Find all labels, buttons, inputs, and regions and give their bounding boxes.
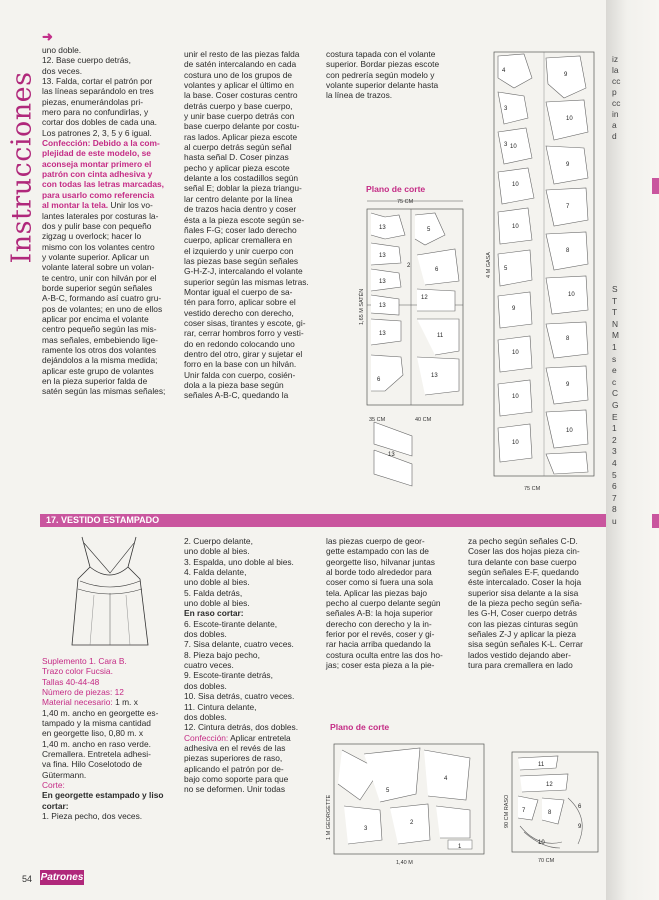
text-line: rar hacia arriba quedando la: [326, 639, 431, 650]
text-line: para usarlo como referencia: [42, 189, 155, 200]
text-line: lados vestido dejando aber-: [468, 649, 571, 660]
text-line: dos dobles.: [184, 629, 227, 640]
text-line: dola a la pieza base según: [184, 380, 284, 390]
text-line: 4. Falda delante,: [184, 567, 247, 578]
cutting-plan-satin-extra: [368, 416, 418, 496]
next-page-text: d: [612, 131, 617, 141]
text-line: borde superior según señales: [42, 282, 153, 293]
text-line: 7. Sisa delante, cuatro veces.: [184, 639, 294, 650]
piece-number: 4: [502, 68, 506, 74]
text-line: superior según las mismas letras.: [184, 276, 309, 287]
plano2-side-label: 4 M GASA: [486, 252, 492, 278]
dress-illustration: [62, 533, 158, 651]
piece-number: 7: [566, 204, 570, 210]
plano1-bottom-right: 40 CM: [415, 417, 432, 423]
text-line: no se deformen. Unir todas: [184, 784, 286, 795]
continue-arrow-icon: ➜: [42, 29, 53, 44]
text-line: 3. Espalda, uno doble al bies.: [184, 556, 294, 567]
next-page-text: 1: [612, 342, 617, 352]
text-line: pos de volantes; en uno de ellos: [42, 303, 163, 314]
cutting-plan-gasa: [484, 48, 604, 496]
next-page-text: 2: [612, 434, 617, 445]
text-line: Confección: Debido a la com-: [42, 138, 160, 149]
text-line: 6. Escote-tirante delante,: [184, 618, 278, 629]
text-line: dos dobles.: [184, 711, 227, 722]
corte-label: Corte:: [42, 780, 65, 791]
next-page-text: p: [612, 87, 617, 97]
instructions-column-2: [184, 49, 320, 401]
text-line: tura para cremallera en lado: [468, 660, 573, 671]
next-page-text: a: [612, 120, 617, 130]
text-line: derecho con derecho y la in-: [326, 618, 432, 629]
text-line: adhesiva en el revés de las: [184, 742, 286, 753]
next-page-text: 7: [612, 492, 617, 503]
piece-number: 10: [566, 116, 573, 122]
text-line: bajo como soporte para que: [184, 773, 289, 784]
page-number: 54: [22, 874, 33, 884]
next-page-text: 6: [612, 481, 617, 492]
text-line: según señales E-F, quedando: [468, 567, 579, 578]
text-line: Trazo color Fucsia.: [42, 666, 113, 677]
piece-number: 10: [512, 440, 519, 446]
piece-number: 8: [548, 810, 552, 816]
plano3-side-label: 1 M GEORGETTE: [326, 794, 332, 840]
magazine-logo: Patrones: [40, 872, 84, 883]
plano-title-3: Plano de corte: [330, 722, 390, 732]
text-line: ras lados. Aplicar pieza escote: [184, 131, 298, 142]
text-line: cuerpo, aplicar cremallera en: [184, 235, 292, 246]
text-line: tela. Aplicar las piezas bajo: [326, 587, 428, 598]
text-line: piezas, enumerándolas pri-: [42, 96, 144, 107]
section17-column-3: [326, 536, 458, 670]
text-line: lar centro delante por la línea: [184, 193, 293, 204]
text-line: de la pieza pecho según seña-: [468, 598, 583, 609]
piece-number: 13: [379, 279, 386, 285]
text-line: mismo con los volantes centro: [42, 241, 155, 252]
text-line: patrón con cinta adhesiva y: [42, 169, 153, 180]
next-page-text: G: [612, 400, 619, 410]
piece-number: 13: [379, 331, 386, 337]
material-label: Material necesario:: [42, 697, 113, 708]
text-line: En georgette estampado y liso: [42, 790, 164, 801]
text-line: G-H-Z-J, intercalando el volante: [184, 266, 303, 277]
plano1-bottom-left: 35 CM: [369, 417, 386, 423]
text-line: dos veces.: [42, 65, 83, 76]
text-line: Tallas 40-44-48: [42, 676, 100, 687]
text-line: 13. Falda, cortar el patrón por: [42, 76, 153, 87]
text-line: coser sisas, tirantes y escote, gi-: [184, 317, 306, 328]
next-page-text: s: [612, 353, 617, 364]
text-line: aplicar este grupo de volantes: [42, 365, 154, 376]
text-line: Cremallera. Entretela adhesi-: [42, 749, 151, 760]
text-line: zigzag u overlock; hacer lo: [42, 231, 142, 242]
pattern-piece: [498, 92, 528, 124]
piece-number: 10: [510, 144, 517, 150]
text-line: volantes y aplicar el último en: [184, 80, 294, 91]
piece-number: 13: [379, 225, 386, 231]
next-page-text: S: [612, 284, 618, 294]
text-line: las líneas separándolo en tres: [42, 86, 154, 97]
text-line: superior sisa delante a la sisa: [468, 587, 579, 598]
piece-number: 4: [444, 776, 448, 782]
plano3-bottom: 1,40 M: [396, 860, 413, 866]
next-page-text: cc: [612, 76, 621, 86]
text-line: pecho y aplicar pieza escote: [184, 162, 290, 173]
piece-number: 9: [578, 824, 582, 830]
text-line: señales Z-J y aplicar la pieza: [468, 629, 576, 640]
piece-number: 13: [379, 253, 386, 259]
text-line: con pedrería según modelo y: [326, 69, 435, 80]
text-line: uno doble al bies.: [184, 546, 250, 557]
next-page-text: 5: [612, 469, 617, 480]
text-line: la base. Coser costuras centro: [184, 90, 298, 101]
text-line: lantes laterales por costuras la-: [42, 210, 159, 221]
section17-column-1: [42, 656, 176, 822]
confeccion-label: Confección:: [184, 732, 229, 743]
text-line: les G-H, Coser cuerpo detrás: [468, 608, 577, 619]
extra-piece-number: 13: [388, 452, 395, 458]
text-line: volante lateral sobre un volan-: [42, 262, 155, 273]
piece-number: 13: [431, 373, 438, 379]
text-line: dejándolos a la misma medida;: [42, 355, 158, 366]
text-line: en la pieza superior falda de: [42, 376, 148, 386]
text-line: Coser las dos hojas pieza cin-: [468, 546, 580, 557]
piece-number: 10: [512, 182, 519, 188]
text-line: uno doble al bies.: [184, 577, 250, 588]
text-line: 12. Base cuerpo detrás,: [42, 55, 131, 66]
text-line: cortar:: [42, 800, 69, 811]
text-line: al cuerpo detrás según señal: [184, 142, 292, 153]
body-text: Aplicar entretela: [228, 732, 291, 743]
text-line: tampado y la misma cantidad: [42, 718, 151, 729]
text-line: unir el resto de las piezas falda: [184, 49, 300, 59]
text-line: hasta señal D. Coser pinzas: [184, 152, 289, 163]
piece-number: 2: [407, 263, 411, 269]
next-page-text: N: [612, 318, 619, 329]
text-line: de trazos hacia dentro y coser: [184, 204, 297, 215]
section17-column-2: [184, 536, 318, 795]
text-line: pecho al cuerpo delante según: [326, 598, 441, 609]
text-line: al borde todo alrededor para: [326, 567, 432, 578]
next-page-text: C: [612, 388, 619, 399]
plano4-bottom: 70 CM: [538, 858, 555, 864]
text-line: en georgette liso, 0,80 m. x: [42, 728, 144, 739]
next-page-text: T: [612, 307, 618, 318]
text-line: tén para forro, aplicar sobre el: [184, 297, 296, 308]
text-line: 8. Pieza bajo pecho,: [184, 649, 260, 660]
section17-column-4: [468, 536, 604, 670]
text-line: y volante superior. Aplicar un: [42, 251, 150, 262]
text-line: tura delante con base cuerpo: [468, 556, 577, 567]
text-line: 9. Escote-tirante detrás,: [184, 670, 273, 681]
text-line: georgette liso, hilvanar juntas: [326, 556, 435, 567]
text-line: aplicar por encima el volante: [42, 313, 149, 324]
piece-number: 3: [364, 826, 368, 832]
text-line: señal E; doblar la pieza triangu-: [184, 183, 302, 194]
piece-number: 9: [566, 382, 570, 388]
piece-number: 11: [437, 333, 444, 339]
text-line: volante superior delante hasta: [326, 80, 439, 91]
text-line: señales A-B-C, quedando la: [184, 390, 289, 401]
text-line: Número de piezas: 12: [42, 687, 124, 698]
text-line: delante a los costadillos según: [184, 173, 299, 184]
next-page-text: u: [612, 516, 617, 526]
piece-number: 10: [512, 350, 519, 356]
piece-number: 6: [435, 267, 439, 273]
section-banner: 17. VESTIDO ESTAMPADO: [40, 514, 606, 527]
text-line: aplicando el patrón por de-: [184, 763, 284, 774]
text-line: con todas las letras marcadas,: [42, 179, 164, 190]
text-line: el izquierdo y unir cuerpo con: [184, 245, 294, 256]
piece-number: 7: [522, 808, 526, 814]
piece-number: 5: [504, 266, 508, 272]
text-line: con las piezas cinturas según: [468, 618, 578, 629]
text-line: éste intercalado. Coser la hoja: [468, 577, 582, 588]
text-line: 10. Sisa detrás, cuatro veces.: [184, 691, 295, 702]
piece-number: 9: [564, 72, 568, 78]
text-line: Montar igual el cuerpo de sa-: [184, 286, 293, 297]
text-line: aconseja montar primero el: [42, 158, 152, 169]
text-line: Los patrones 2, 3, 5 y 6 igual.: [42, 127, 152, 138]
next-page-text: la: [612, 65, 619, 75]
next-page-text: cc: [612, 98, 621, 108]
text-line: gette estampado con las de: [326, 546, 429, 557]
text-line: ésta a la pieza escote según se-: [184, 214, 305, 225]
text-line: ramente los otros dos volantes: [42, 344, 157, 355]
text-line: base cuerpo delante por costu-: [184, 121, 300, 132]
text-line: satén según las mismas señales;: [42, 386, 166, 397]
cutting-plan-satin: [355, 195, 477, 435]
material-text: 1 m. x: [112, 697, 138, 708]
text-line: superior. Bordar piezas escote: [326, 59, 440, 70]
text-line: las piezas cuerpo de geor-: [326, 536, 425, 546]
piece-number: 10: [566, 428, 573, 434]
text-line: plejidad de este modelo, se: [42, 148, 151, 159]
plano-title-1: Plano de corte: [366, 184, 426, 194]
instructions-column-3: [326, 49, 476, 101]
text-line: señales A-B: la hoja superior: [326, 608, 433, 619]
text-line: va fina. Hilo Coselotodo de: [42, 759, 143, 770]
text-line: cuatro veces.: [184, 660, 234, 671]
side-title: Instrucciones: [6, 71, 38, 264]
piece-number: 5: [427, 227, 431, 233]
text-line: za pecho según señales C-D.: [468, 536, 578, 546]
plano1-top-width: 75 CM: [397, 199, 414, 205]
next-page-text: 4: [612, 458, 617, 468]
text-line: Suplemento 1. Cara B.: [42, 656, 127, 666]
next-page-text: in: [612, 109, 619, 119]
text-line: cortar dos dobles de cada una.: [42, 117, 158, 128]
next-page-text: T: [612, 295, 618, 306]
plano4-side-label: 90 CM RASO: [504, 794, 510, 828]
piece-number: 8: [566, 336, 570, 342]
text-line: 11. Cintura delante,: [184, 701, 257, 712]
text-line: A-B-C, formando así cuatro gru-: [42, 293, 162, 304]
text-line: vestido derecho con derecho,: [184, 307, 294, 318]
text-line: ferior por el revés, coser y gi-: [326, 629, 435, 640]
text-line: costura uno de los grupos de: [184, 69, 293, 80]
next-page-text: iz: [612, 54, 619, 64]
piece-number: 10: [538, 840, 545, 846]
text-line: 1,40 m. ancho en georgette es-: [42, 707, 159, 718]
piece-number: 5: [386, 788, 390, 794]
text-line: 12. Cintura detrás, dos dobles.: [184, 722, 299, 733]
piece-number: 6: [578, 804, 582, 810]
text-line: mas señales, embebiendo lige-: [42, 334, 158, 345]
piece-number: 6: [377, 377, 381, 383]
next-page-text: 8: [612, 504, 617, 515]
next-page-text: e: [612, 365, 617, 376]
text-line: detrás cuerpo y base cuerpo,: [184, 100, 293, 111]
text-line: 1,40 m. ancho en raso verde.: [42, 738, 151, 749]
raso-label: En raso cortar:: [184, 608, 244, 619]
text-line: uno doble.: [42, 45, 82, 55]
piece-number: 12: [546, 782, 553, 788]
next-page-text: M: [612, 330, 619, 341]
piece-number: 3: [504, 106, 508, 112]
piece-number: 10: [568, 292, 575, 298]
piece-number: 10: [512, 224, 519, 230]
piece-number: 13: [379, 303, 386, 309]
next-page-text: E: [612, 411, 618, 422]
piece-number: 9: [566, 162, 570, 168]
text-line: centro pequeño según las mis-: [42, 324, 157, 335]
emphasis-text: al montar la tela.: [42, 200, 109, 211]
text-line: sisa según señales K-L. Cerrar: [468, 639, 583, 650]
text-line: 2. Cuerpo delante,: [184, 536, 253, 546]
piece-number: 2: [410, 820, 414, 826]
body-text: Unir los vo-: [108, 200, 153, 211]
text-line: dos dobles.: [184, 680, 227, 691]
text-line: dentro del otro, girar y sujetar el: [184, 348, 303, 359]
plano2-bottom-width: 75 CM: [524, 486, 541, 492]
text-line: costura oculta entre las dos ho-: [326, 649, 443, 660]
text-line: dos y pulir base con pequeño: [42, 220, 152, 231]
pattern-piece: [546, 276, 588, 314]
text-line: coser como si fuera una sola: [326, 577, 434, 588]
text-line: costura tapada con el volante: [326, 49, 436, 59]
text-line: de satén intercalando en cada: [184, 59, 297, 70]
next-page-text: 3: [612, 446, 617, 457]
next-page-banner: [652, 514, 659, 528]
pattern-piece: [546, 452, 588, 474]
piece-number: 9: [512, 306, 516, 312]
text-line: las piezas base según señales: [184, 255, 299, 266]
text-line: uno doble al bies.: [184, 598, 250, 609]
next-page-text: c: [612, 376, 617, 387]
text-line: jas; coser esta pieza a la pie-: [326, 660, 435, 671]
instructions-column-1: [42, 45, 174, 397]
next-page-text: 1: [612, 423, 617, 434]
piece-number: 8: [566, 248, 570, 254]
plano1-side-label: 1,65 M SATÉN: [359, 288, 365, 325]
text-line: la línea de trazos.: [326, 90, 393, 101]
piece-number: 1: [458, 844, 462, 850]
next-page-marker: [652, 178, 659, 194]
text-line: te centro, unir con hilván por el: [42, 272, 157, 283]
text-line: 5. Falda detrás,: [184, 587, 243, 598]
text-line: mero para no confundirlas, y: [42, 107, 149, 118]
text-line: do en redondo colocando uno: [184, 338, 295, 349]
text-line: forro en la base con un hilván.: [184, 359, 297, 370]
text-line: ñales F-G; coser lado derecho: [184, 224, 297, 235]
cutting-plan-georgette: [320, 740, 490, 868]
piece-number: 10: [512, 394, 519, 400]
piece-number: 11: [538, 762, 545, 768]
corte-item: 1. Pieza pecho, dos veces.: [42, 811, 143, 822]
text-line: Gütermann.: [42, 769, 87, 780]
piece-number: 12: [421, 295, 428, 301]
text-line: rar, cerrar hombros forro y vesti-: [184, 328, 304, 339]
text-line: y unir base cuerpo detrás con: [184, 111, 295, 122]
cutting-plan-raso: [498, 748, 604, 864]
piece-number: 3: [504, 142, 508, 148]
text-line: Unir falda con cuerpo, cosién-: [184, 369, 296, 380]
text-line: piezas superiores de raso,: [184, 753, 283, 764]
